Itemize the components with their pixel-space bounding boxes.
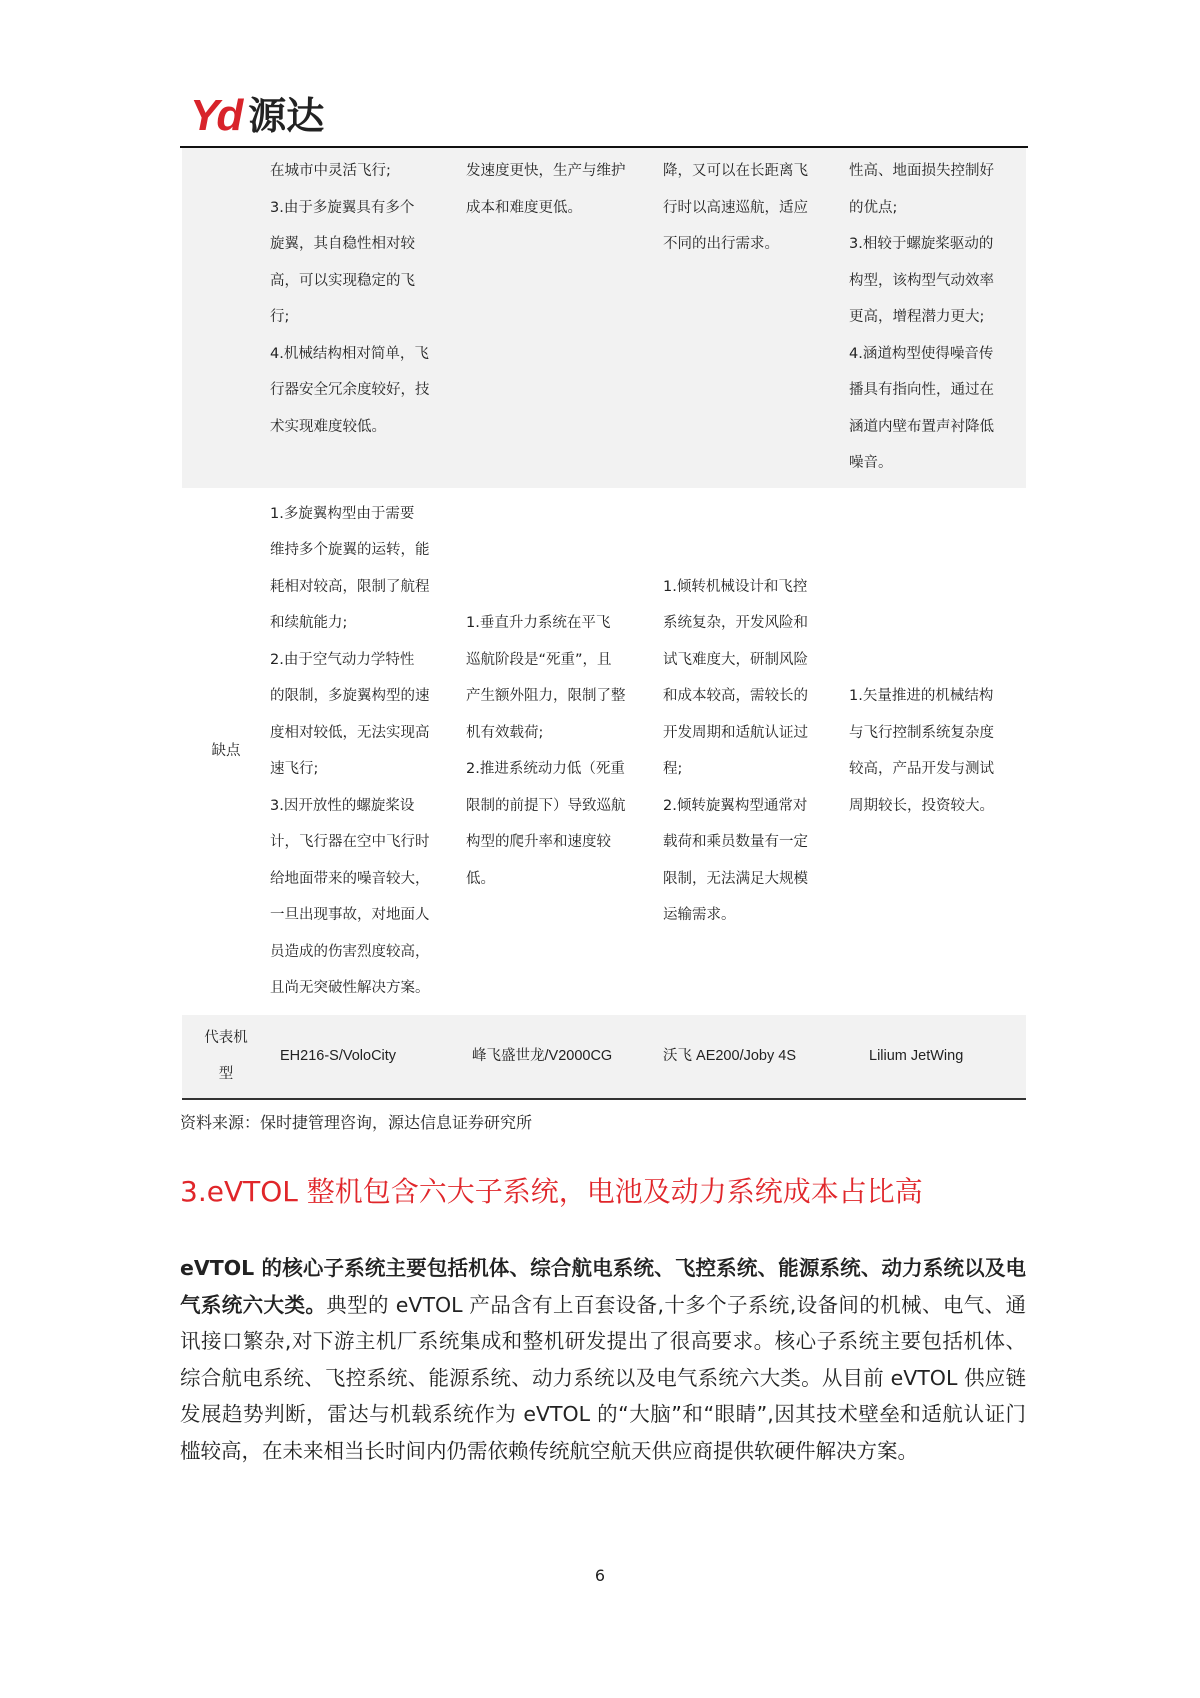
cell-line: 产生额外阻力，限制了整: [466, 688, 626, 704]
cell-line: 播具有指向性，通过在: [849, 382, 994, 398]
cell-line: EH216-S/VoloCity: [280, 1047, 397, 1064]
body-bold-lead: eVTOL 的核心子系统主要包括机体、综合航电系统、飞控系统、能源系统、动力系统以及电气系统六大类。: [180, 1256, 1026, 1317]
cell-line: Lilium JetWing: [869, 1047, 964, 1064]
cell-line: 维持多个旋翼的运转，能: [270, 542, 430, 558]
cell-line: 限制的前提下）导致巡航: [466, 797, 626, 814]
cell-line: 给地面带来的噪音较大，: [270, 870, 430, 887]
cell-line: 巡航阶段是“死重”，且: [466, 651, 612, 668]
cell-line: 和成本较高，需较长的: [663, 688, 808, 704]
cell-line: 1.垂直升力系统在平飞: [466, 615, 611, 631]
cell-line: 3.因开放性的螺旋桨设: [270, 797, 415, 814]
cell-line: 系统复杂，开发风险和: [663, 615, 808, 631]
cell-line: 行器安全冗余度较好，技: [270, 382, 430, 398]
table-cell: [466, 488, 663, 1015]
cell-line: 较高，产品开发与测试: [849, 761, 994, 777]
cell-line: 低。: [466, 870, 495, 887]
body-paragraph: [180, 1250, 1026, 1469]
cell-line: 峰飞盛世龙/V2000CG: [472, 1047, 613, 1064]
cell-line: 成本和难度更低。: [466, 199, 582, 216]
representative-models-row: [182, 1015, 1026, 1099]
cell-line: 1.多旋翼构型由于需要: [270, 505, 415, 522]
cell-line: 运输需求。: [663, 907, 736, 923]
table-cell: [663, 488, 849, 1015]
section-heading: 3.eVTOL 整机包含六大子系统，电池及动力系统成本占比高: [180, 1175, 923, 1208]
logo: [190, 91, 325, 140]
body-text: 典型的 eVTOL 产品含有上百套设备,十多个子系统,设备间的机械、电气、通讯接口繁杂,对下游主机厂系统集成和整机研发提出了很高要求。核心子系统主要包括机体、综合航电系统、飞控系统、能源系统、动力系统以及电气系统六大类。从目前 eVTOL 供应链发展趋势判断，雷达与机载系统作为 eVTOL 的“大脑”和“眼睛”,因其技术壁垒和适航认证门槛较高，在未来相当长时间内仍需依赖传统航空航天供应商提供软硬件解决方案。: [180, 1292, 1027, 1463]
table-cell: [466, 148, 663, 488]
cell-line: 高，可以实现稳定的飞: [270, 272, 415, 289]
cell-line: 且尚无突破性解决方案。: [270, 980, 430, 996]
cell-line: 员造成的伤害烈度较高，: [270, 943, 430, 960]
cell-line: 噪音。: [849, 455, 893, 471]
cell-line: 在城市中灵活飞行;: [270, 163, 391, 179]
table-cell: [663, 148, 849, 488]
cell-line: 载荷和乘员数量有一定: [663, 834, 808, 850]
cell-line: 耗相对较高，限制了航程: [270, 578, 430, 595]
cell-line: 4.涵道构型使得噪音传: [849, 345, 994, 362]
cell-line: 2.倾转旋翼构型通常对: [663, 797, 808, 814]
cell-line: 和续航能力;: [270, 615, 348, 631]
table-cell: [849, 1015, 1026, 1099]
comparison-table: [182, 148, 1026, 1100]
row-label-line: 代表机: [204, 1029, 248, 1046]
cell-line: 3.由于多旋翼具有多个: [270, 199, 415, 216]
row-label: [182, 1015, 270, 1099]
row-label: [182, 148, 270, 488]
cell-line: 开发周期和适航认证过: [663, 724, 808, 741]
table-cell: [466, 1015, 663, 1099]
cell-line: 更高，增程潜力更大;: [849, 309, 985, 325]
cell-line: 周期较长，投资较大。: [849, 797, 994, 814]
cell-line: 沃飞 AE200/Joby 4S: [663, 1047, 796, 1064]
cell-line: 不同的出行需求。: [663, 236, 779, 252]
cell-line: 涵道内壁布置声衬降低: [849, 418, 994, 435]
table-cell: [849, 148, 1026, 488]
table-cell: [849, 488, 1026, 1015]
table-cell: [663, 1015, 849, 1099]
cell-line: 的优点;: [849, 199, 898, 216]
disadvantages-row: [182, 488, 1026, 1015]
cell-line: 术实现难度较低。: [270, 418, 386, 435]
cell-line: 限制，无法满足大规模: [663, 870, 808, 887]
cell-line: 2.由于空气动力学特性: [270, 651, 415, 668]
cell-line: 发速度更快，生产与维护: [466, 163, 626, 179]
cell-line: 一旦出现事故，对地面人: [270, 907, 430, 923]
cell-line: 程;: [663, 761, 683, 777]
table-cell: [270, 488, 466, 1015]
cell-line: 3.相较于螺旋桨驱动的: [849, 236, 994, 252]
table-cell: [270, 148, 466, 488]
cell-line: 计，飞行器在空中飞行时: [270, 834, 430, 850]
cell-line: 旋翼，其自稳性相对较: [270, 236, 415, 252]
cell-line: 1.倾转机械设计和飞控: [663, 578, 808, 595]
row-label: [182, 488, 270, 1015]
cell-line: 4.机械结构相对简单，飞: [270, 345, 429, 362]
cell-line: 机有效载荷;: [466, 724, 544, 741]
cell-line: 试飞难度大，研制风险: [663, 651, 808, 668]
logo-text: 源达: [248, 94, 325, 138]
cell-line: 降，又可以在长距离飞: [663, 163, 808, 179]
advantages-row: [182, 148, 1026, 488]
cell-line: 行;: [270, 309, 290, 325]
cell-line: 构型的爬升率和速度较: [466, 834, 611, 850]
cell-line: 度相对较低，无法实现高: [270, 724, 430, 741]
cell-line: 性高、地面损失控制好: [849, 163, 994, 179]
source-note: 资料来源：保时捷管理咨询，源达信息证券研究所: [180, 1113, 533, 1132]
cell-line: 与飞行控制系统复杂度: [849, 724, 994, 741]
cell-line: 速飞行;: [270, 761, 319, 777]
cell-line: 构型，该构型气动效率: [849, 272, 994, 289]
cell-line: 的限制，多旋翼构型的速: [270, 688, 430, 704]
row-label-line: 缺点: [211, 742, 241, 759]
table-cell: [270, 1015, 466, 1099]
row-label-line: 型: [218, 1066, 234, 1082]
page-number: 6: [594, 1566, 606, 1585]
logo-mark: Yd: [190, 91, 241, 140]
cell-line: 1.矢量推进的机械结构: [849, 688, 994, 704]
cell-line: 行时以高速巡航，适应: [663, 199, 808, 216]
cell-line: 2.推进系统动力低（死重: [466, 761, 625, 777]
